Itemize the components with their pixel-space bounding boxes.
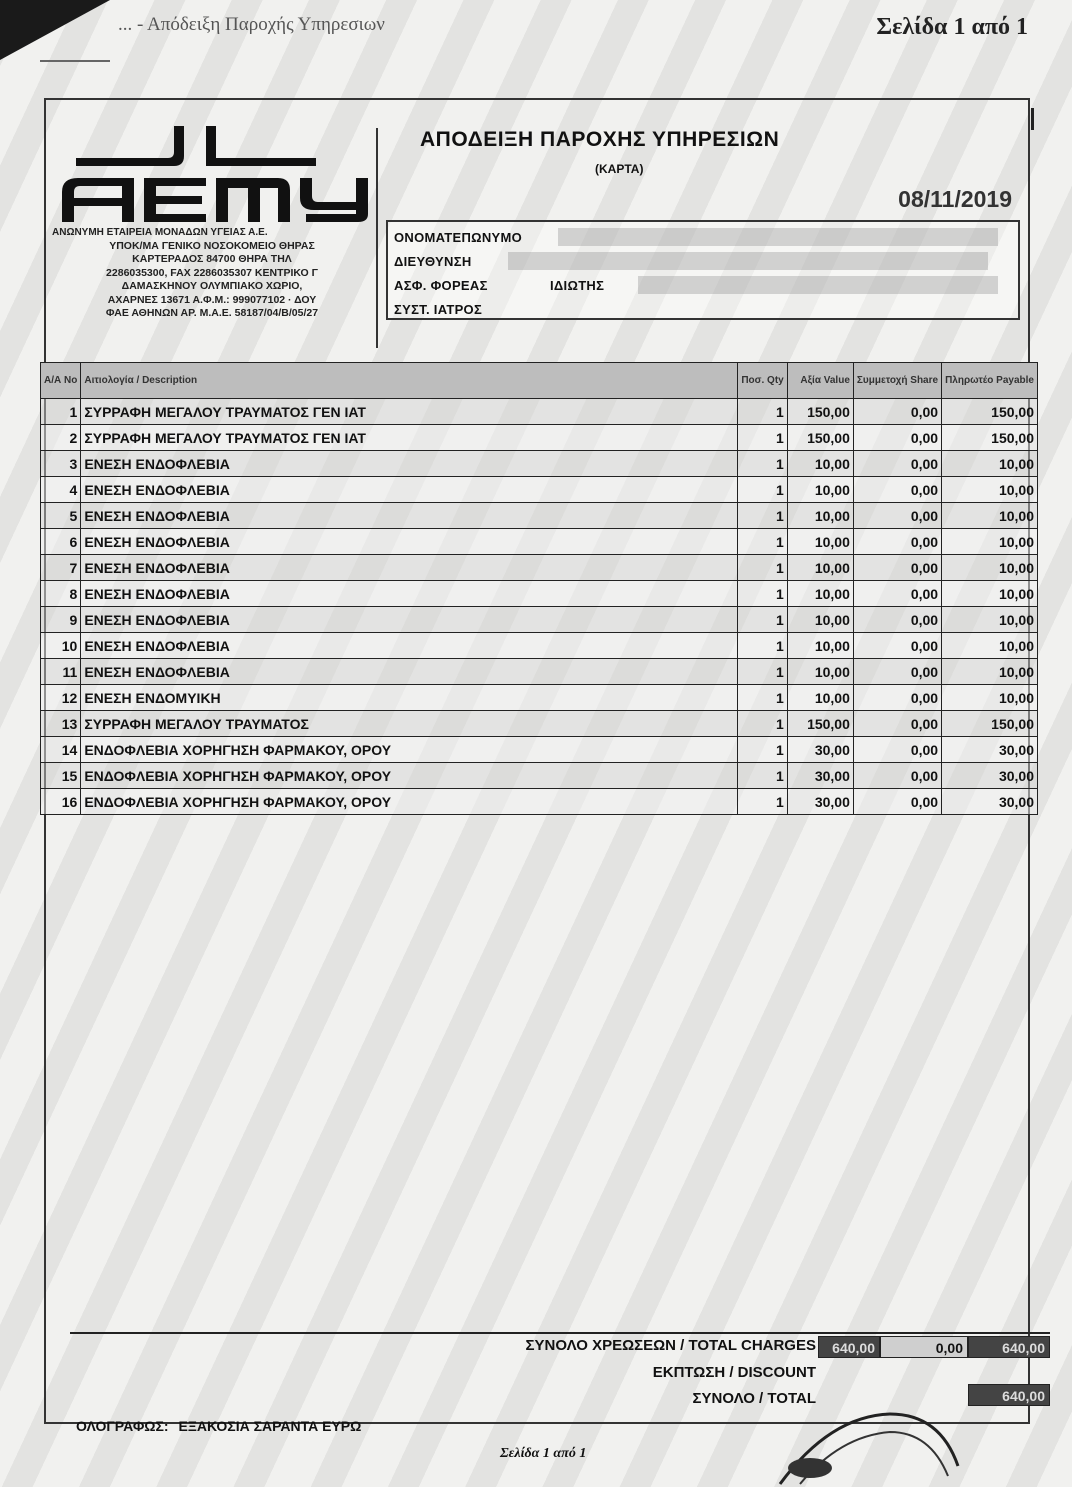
frame-tick — [1031, 108, 1034, 130]
row-description: ΕΝΕΣΗ ΕΝΔΟΦΛΕΒΙΑ — [81, 581, 738, 607]
row-qty: 1 — [738, 581, 787, 607]
row-value: 10,00 — [787, 581, 853, 607]
folded-corner — [0, 0, 110, 60]
col-header-qty: Ποσ. Qty — [738, 363, 787, 399]
browser-print-title: ... - Απόδειξη Παροχής Υπηρεσιων — [118, 14, 385, 35]
row-payable: 150,00 — [942, 711, 1038, 737]
row-description: ΕΝΕΣΗ ΕΝΔΟΦΛΕΒΙΑ — [81, 555, 738, 581]
table-row — [41, 633, 1038, 659]
row-payable: 10,00 — [942, 633, 1038, 659]
table-row — [41, 477, 1038, 503]
patient-info-box — [386, 220, 1020, 320]
company-logo — [56, 122, 374, 226]
document-subtitle: (ΚΑΡΤΑ) — [595, 162, 644, 176]
row-payable: 10,00 — [942, 659, 1038, 685]
row-no: 10 — [41, 633, 81, 659]
row-description: ΕΝΕΣΗ ΕΝΔΟΦΛΕΒΙΑ — [81, 529, 738, 555]
row-payable: 150,00 — [942, 399, 1038, 425]
row-payable: 10,00 — [942, 477, 1038, 503]
row-qty: 1 — [738, 399, 787, 425]
patient-insurer-row — [394, 278, 605, 293]
row-qty: 1 — [738, 789, 787, 815]
row-description: ΕΝΕΣΗ ΕΝΔΟΦΛΕΒΙΑ — [81, 451, 738, 477]
discount-label: ΕΚΠΤΩΣΗ / DISCOUNT — [652, 1364, 816, 1381]
row-description: ΕΝΕΣΗ ΕΝΔΟΦΛΕΒΙΑ — [81, 607, 738, 633]
col-header-payable: Πληρωτέο Payable — [942, 363, 1038, 399]
company-line-7: ΦΑΕ ΑΘΗΝΩΝ ΑΡ. Μ.Α.Ε. 58187/04/Β/05/27 — [105, 307, 319, 319]
row-payable: 150,00 — [942, 425, 1038, 451]
row-payable: 10,00 — [942, 685, 1038, 711]
row-value: 10,00 — [787, 555, 853, 581]
row-qty: 1 — [738, 425, 787, 451]
company-details — [52, 226, 372, 321]
row-description: ΕΝΔΟΦΛΕΒΙΑ ΧΟΡΗΓΗΣΗ ΦΑΡΜΑΚΟΥ, ΟΡΟΥ — [81, 789, 738, 815]
patient-doctor-row — [394, 302, 482, 317]
row-share: 0,00 — [853, 503, 941, 529]
header-divider — [376, 128, 378, 348]
row-no: 11 — [41, 659, 81, 685]
document-date: 08/11/2019 — [898, 186, 1012, 212]
row-value: 10,00 — [787, 529, 853, 555]
row-description: ΕΝΔΟΦΛΕΒΙΑ ΧΟΡΗΓΗΣΗ ΦΑΡΜΑΚΟΥ, ΟΡΟΥ — [81, 763, 738, 789]
company-line-2: ΥΠΟΚ/ΜΑ ΓΕΝΙΚΟ ΝΟΣΟΚΟΜΕΙΟ ΘΗΡΑΣ — [109, 239, 315, 252]
table-row — [41, 711, 1038, 737]
document-title: ΑΠΟΔΕΙΞΗ ΠΑΡΟΧΗΣ ΥΠΗΡΕΣΙΩΝ — [420, 128, 780, 151]
row-no: 15 — [41, 763, 81, 789]
row-payable: 10,00 — [942, 451, 1038, 477]
footer-page-number: Σελίδα 1 από 1 — [500, 1446, 587, 1461]
services-table — [40, 362, 1038, 815]
row-share: 0,00 — [853, 425, 941, 451]
row-no: 7 — [41, 555, 81, 581]
row-share: 0,00 — [853, 607, 941, 633]
row-description: ΕΝΕΣΗ ΕΝΔΟΦΛΕΒΙΑ — [81, 503, 738, 529]
row-no: 1 — [41, 399, 81, 425]
row-qty: 1 — [738, 503, 787, 529]
header-rule — [40, 60, 110, 62]
row-qty: 1 — [738, 737, 787, 763]
row-value: 10,00 — [787, 633, 853, 659]
patient-doctor-label: ΣΥΣΤ. ΙΑΤΡΟΣ — [394, 302, 483, 317]
row-qty: 1 — [738, 659, 787, 685]
row-value: 150,00 — [787, 425, 853, 451]
patient-address-label: ΔΙΕΥΘΥΝΣΗ — [394, 254, 472, 269]
col-header-description: Αιτιολογία / Description — [81, 363, 738, 399]
row-payable: 30,00 — [942, 737, 1038, 763]
row-share: 0,00 — [853, 737, 941, 763]
table-row — [41, 451, 1038, 477]
row-qty: 1 — [738, 529, 787, 555]
table-row — [41, 555, 1038, 581]
table-row — [41, 503, 1038, 529]
total-charges-label: ΣΥΝΟΛΟ ΧΡΕΩΣΕΩΝ / TOTAL CHARGES — [525, 1337, 816, 1354]
browser-print-page: Σελίδα 1 από 1 — [876, 14, 1028, 40]
row-no: 8 — [41, 581, 81, 607]
row-share: 0,00 — [853, 763, 941, 789]
row-no: 13 — [41, 711, 81, 737]
row-payable: 10,00 — [942, 529, 1038, 555]
row-payable: 30,00 — [942, 789, 1038, 815]
row-value: 30,00 — [787, 763, 853, 789]
row-qty: 1 — [738, 685, 787, 711]
row-no: 9 — [41, 607, 81, 633]
row-no: 16 — [41, 789, 81, 815]
table-row — [41, 685, 1038, 711]
row-description: ΣΥΡΡΑΦΗ ΜΕΓΑΛΟΥ ΤΡΑΥΜΑΤΟΣ — [81, 711, 738, 737]
row-share: 0,00 — [853, 711, 941, 737]
row-payable: 10,00 — [942, 607, 1038, 633]
row-share: 0,00 — [853, 659, 941, 685]
table-header-row — [41, 363, 1038, 399]
row-share: 0,00 — [853, 555, 941, 581]
row-share: 0,00 — [853, 477, 941, 503]
row-value: 10,00 — [787, 607, 853, 633]
col-header-no: Α/Α No — [41, 363, 81, 399]
row-no: 3 — [41, 451, 81, 477]
col-header-value: Αξία Value — [787, 363, 853, 399]
grand-total-value: 640,00 — [968, 1384, 1050, 1406]
total-charges-value: 640,00 — [818, 1336, 880, 1358]
row-no: 4 — [41, 477, 81, 503]
redacted-insurer — [638, 276, 998, 294]
row-description: ΣΥΡΡΑΦΗ ΜΕΓΑΛΟΥ ΤΡΑΥΜΑΤΟΣ ΓΕΝ ΙΑΤ — [81, 425, 738, 451]
row-share: 0,00 — [853, 581, 941, 607]
table-row — [41, 529, 1038, 555]
row-payable: 10,00 — [942, 503, 1038, 529]
row-share: 0,00 — [853, 399, 941, 425]
row-payable: 10,00 — [942, 555, 1038, 581]
row-qty: 1 — [738, 477, 787, 503]
redacted-address — [508, 252, 988, 270]
table-body — [41, 399, 1038, 815]
row-no: 6 — [41, 529, 81, 555]
row-value: 10,00 — [787, 451, 853, 477]
amount-in-words-value: ΕΞΑΚΟΣΙΑ ΣΑΡΑΝΤΑ ΕΥΡΩ — [178, 1418, 362, 1434]
patient-insurer-value: ΙΔΙΩΤΗΣ — [550, 278, 605, 293]
row-payable: 30,00 — [942, 763, 1038, 789]
row-description: ΕΝΕΣΗ ΕΝΔΟΜΥΙΚΗ — [81, 685, 738, 711]
row-description: ΕΝΔΟΦΛΕΒΙΑ ΧΟΡΗΓΗΣΗ ΦΑΡΜΑΚΟΥ, ΟΡΟΥ — [81, 737, 738, 763]
row-qty: 1 — [738, 451, 787, 477]
row-description: ΕΝΕΣΗ ΕΝΔΟΦΛΕΒΙΑ — [81, 659, 738, 685]
row-qty: 1 — [738, 555, 787, 581]
row-value: 150,00 — [787, 711, 853, 737]
row-value: 10,00 — [787, 503, 853, 529]
row-value: 150,00 — [787, 399, 853, 425]
logo-graphic — [56, 122, 374, 226]
company-line-3: ΚΑΡΤΕΡΑΔΟΣ 84700 ΘΗΡΑ ΤΗΛ — [132, 253, 292, 265]
row-no: 2 — [41, 425, 81, 451]
row-value: 10,00 — [787, 685, 853, 711]
patient-insurer-label: ΑΣΦ. ΦΟΡΕΑΣ — [394, 278, 488, 293]
table-row — [41, 425, 1038, 451]
row-share: 0,00 — [853, 633, 941, 659]
row-qty: 1 — [738, 633, 787, 659]
row-description: ΣΥΡΡΑΦΗ ΜΕΓΑΛΟΥ ΤΡΑΥΜΑΤΟΣ ΓΕΝ ΙΑΤ — [81, 399, 738, 425]
row-share: 0,00 — [853, 529, 941, 555]
grand-total-label: ΣΥΝΟΛΟ / TOTAL — [692, 1390, 816, 1407]
row-qty: 1 — [738, 763, 787, 789]
row-no: 12 — [41, 685, 81, 711]
row-share: 0,00 — [853, 451, 941, 477]
patient-name-row — [394, 230, 522, 245]
table-row — [41, 737, 1038, 763]
row-share: 0,00 — [853, 685, 941, 711]
company-line-1: ΑΝΩΝΥΜΗ ΕΤΑΙΡΕΙΑ ΜΟΝΑΔΩΝ ΥΓΕΙΑΣ Α.Ε. — [52, 227, 268, 238]
row-value: 10,00 — [787, 477, 853, 503]
total-charges-payable: 640,00 — [968, 1336, 1050, 1358]
patient-name-label: ΟΝΟΜΑΤΕΠΩΝΥΜΟ — [394, 230, 523, 245]
company-line-5: ΔΑΜΑΣΚΗΝΟΥ ΟΛΥΜΠΙΑΚΟ ΧΩΡΙΟ, — [121, 280, 303, 292]
table-row — [41, 659, 1038, 685]
total-charges-share: 0,00 — [880, 1336, 968, 1358]
amount-in-words-label: ΟΛΟΓΡΑΦΩΣ: — [76, 1418, 169, 1434]
table-row — [41, 607, 1038, 633]
row-value: 30,00 — [787, 737, 853, 763]
row-value: 10,00 — [787, 659, 853, 685]
row-description: ΕΝΕΣΗ ΕΝΔΟΦΛΕΒΙΑ — [81, 633, 738, 659]
totals-rule — [70, 1332, 1050, 1334]
company-line-4: 2286035300, FAX 2286035307 ΚΕΝΤΡΙΚΟ Γ — [106, 266, 318, 279]
patient-address-row — [394, 254, 472, 269]
table-row — [41, 399, 1038, 425]
row-value: 30,00 — [787, 789, 853, 815]
table-row — [41, 789, 1038, 815]
row-qty: 1 — [738, 711, 787, 737]
table-row — [41, 581, 1038, 607]
row-no: 14 — [41, 737, 81, 763]
row-qty: 1 — [738, 607, 787, 633]
stamp-mark — [770, 1406, 960, 1486]
row-payable: 10,00 — [942, 581, 1038, 607]
row-no: 5 — [41, 503, 81, 529]
col-header-share: Συμμετοχή Share — [853, 363, 941, 399]
redacted-name — [558, 228, 998, 246]
company-line-6: ΑΧΑΡΝΕΣ 13671 Α.Φ.Μ.: 999077102 · ΔΟΥ — [107, 293, 317, 306]
amount-in-words — [76, 1418, 361, 1434]
row-description: ΕΝΕΣΗ ΕΝΔΟΦΛΕΒΙΑ — [81, 477, 738, 503]
table-row — [41, 763, 1038, 789]
row-share: 0,00 — [853, 789, 941, 815]
